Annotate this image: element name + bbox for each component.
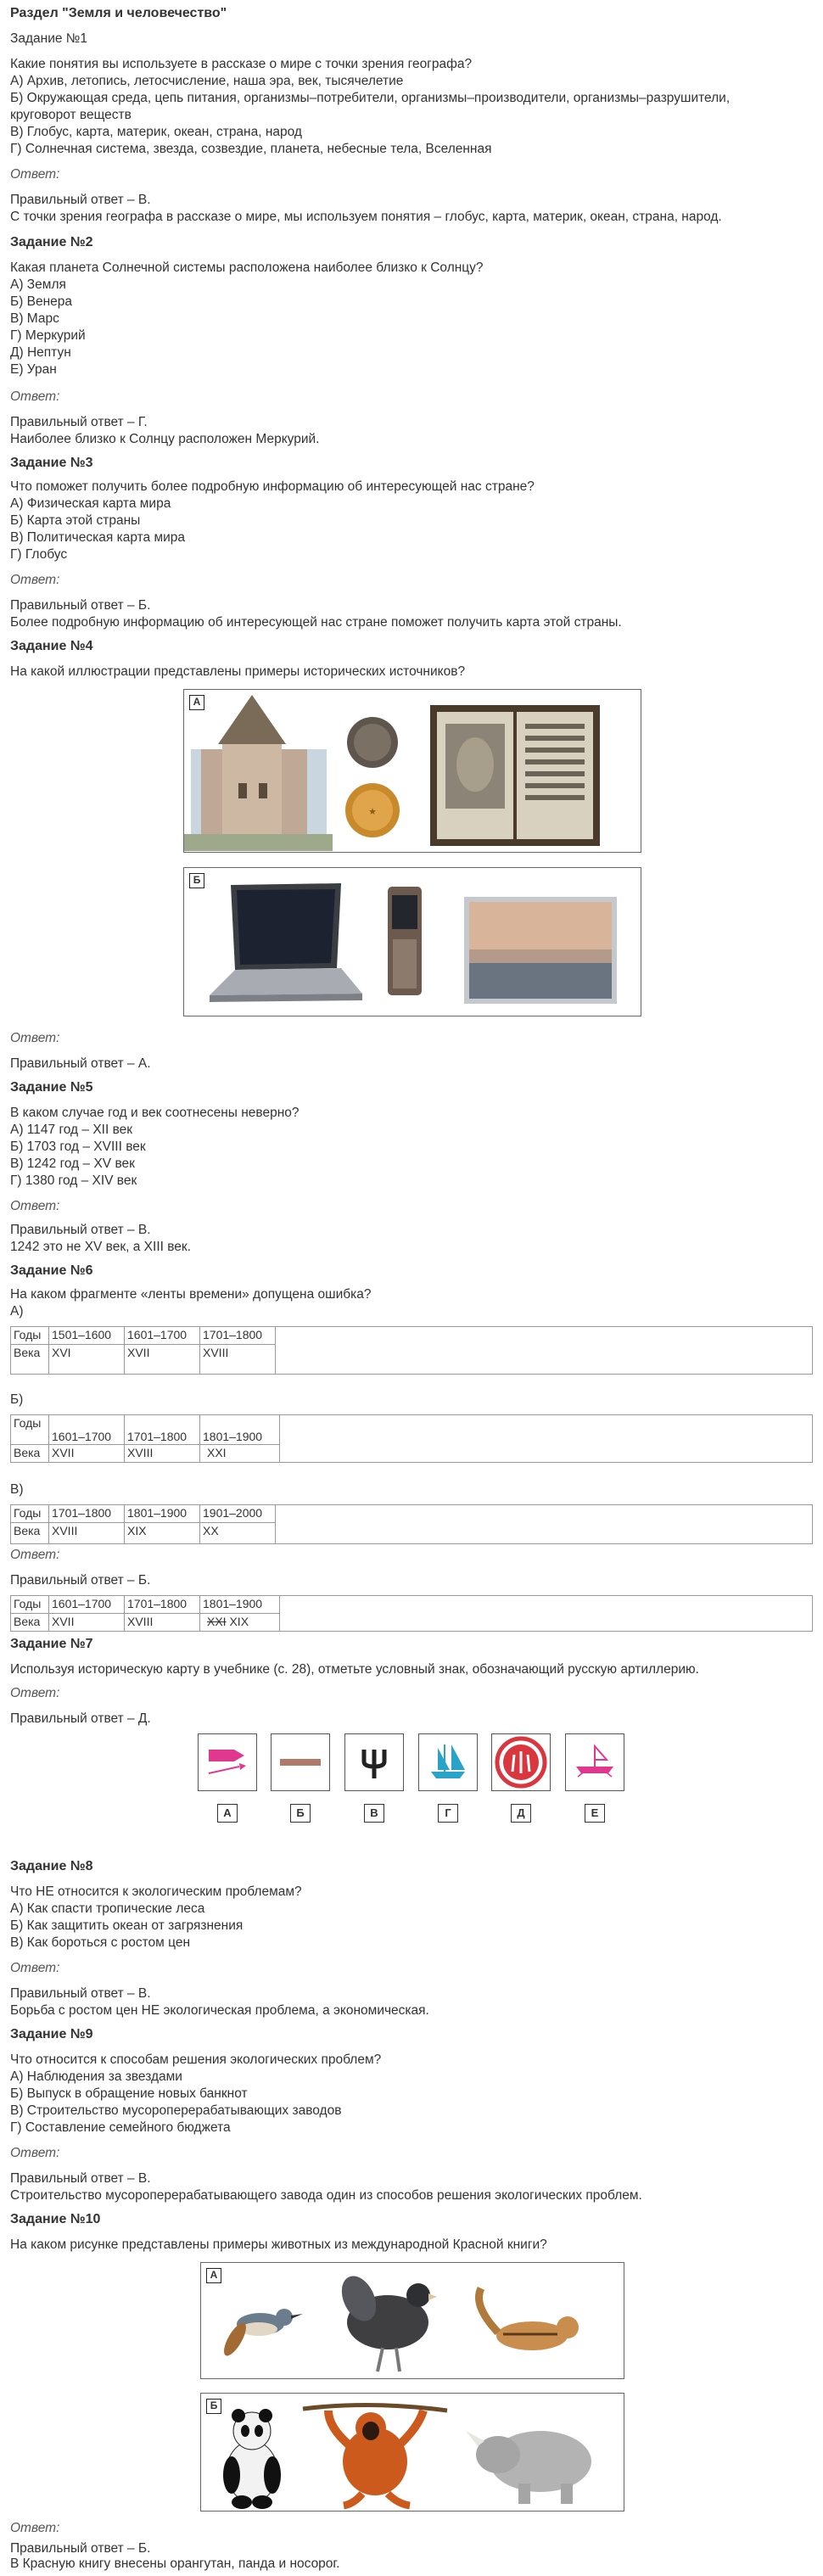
map-symbol-f <box>565 1733 624 1791</box>
answer-label: Ответ: <box>10 1199 60 1213</box>
table-cell: XVIII <box>125 1445 200 1463</box>
trident-icon <box>345 1734 403 1790</box>
timeline-table-b <box>10 1414 813 1463</box>
rhinoceros-image <box>466 2431 591 2504</box>
q9-title: Задание №9 <box>10 2027 93 2041</box>
q6-correct: Правильный ответ – Б. <box>10 1573 151 1588</box>
answer-label: Ответ: <box>10 1548 60 1562</box>
q6-question: На каком фрагменте «ленты времени» допущена ошибка? <box>10 1287 372 1302</box>
map-symbol-a <box>198 1733 257 1791</box>
q1-option: Г) Солнечная система, звезда, созвездие, планета, небесные тела, Вселенная <box>10 142 492 156</box>
map-symbol-b <box>271 1733 330 1791</box>
q2-option: В) Марс <box>10 311 59 326</box>
table-cell: XXI <box>200 1445 280 1463</box>
q10-explanation: В Красную книгу внесены орангутан, панда и носорог. <box>10 2556 340 2571</box>
row-label: Века <box>11 1445 49 1463</box>
table-cell: 1801–1900 <box>200 1415 280 1445</box>
galley-icon <box>566 1734 624 1790</box>
q8-option: Б) Как защитить океан от загрязнения <box>10 1918 244 1933</box>
row-label: Годы <box>11 1327 49 1345</box>
map-symbol-d <box>418 1733 478 1791</box>
table-cell: 1601–1700 <box>49 1596 125 1614</box>
q2-option: Б) Венера <box>10 294 73 309</box>
panel-label: А <box>189 695 204 710</box>
q1-option: А) Архив, летопись, летосчисление, наша эра, век, тысячелетие <box>10 74 404 88</box>
illustration-panel-b <box>183 867 641 1016</box>
q4-title: Задание №4 <box>10 639 93 653</box>
row-label: Годы <box>11 1415 49 1445</box>
answer-label: Ответ: <box>10 167 60 182</box>
q9-question: Что относится к способам решения экологических проблем? <box>10 2052 382 2067</box>
q1-option: круговорот веществ <box>10 108 132 122</box>
q5-option: Г) 1380 год – XIV век <box>10 1173 137 1188</box>
q1-option: В) Глобус, карта, материк, океан, страна, народ <box>10 125 302 139</box>
timeline-table-a <box>10 1326 813 1375</box>
fortress-tower-image <box>184 695 333 851</box>
q6-label-a: А) <box>10 1304 24 1319</box>
table-cell: XX <box>200 1523 276 1544</box>
russian-artillery-icon <box>492 1734 550 1790</box>
q9-option: Б) Выпуск в обращение новых банкнот <box>10 2086 248 2101</box>
map-symbol-e <box>491 1733 551 1791</box>
panda-image <box>223 2409 281 2509</box>
timeline-table-corrected <box>10 1595 813 1632</box>
q2-option: Е) Уран <box>10 362 57 377</box>
symbol-label: Е <box>585 1804 605 1823</box>
q10-title: Задание №10 <box>10 2212 101 2226</box>
q8-explanation: Борьба с ростом цен НЕ экологическая проблема, а экономическая. <box>10 2003 429 2018</box>
table-cell: 1701–1800 <box>125 1596 200 1614</box>
table-cell: XVII <box>49 1445 125 1463</box>
q2-title: Задание №2 <box>10 235 93 249</box>
symbol-label: Б <box>290 1804 311 1823</box>
q4-question: На какой иллюстрации представлены примеры исторических источников? <box>10 664 466 679</box>
table-cell: 1701–1800 <box>125 1415 200 1445</box>
table-cell: 1801–1900 <box>200 1596 280 1614</box>
table-cell: 1901–2000 <box>200 1505 276 1523</box>
table-cell: 1601–1700 <box>125 1327 200 1345</box>
table-cell: XVII <box>125 1345 200 1375</box>
q9-explanation: Строительство мусороперерабатывающего завода один из способов решения экологических проблем. <box>10 2188 642 2203</box>
q3-correct: Правильный ответ – Б. <box>10 598 151 613</box>
q9-option: А) Наблюдения за звездами <box>10 2069 182 2084</box>
table-cell: 1801–1900 <box>125 1505 200 1523</box>
table-cell: 1601–1700 <box>49 1415 125 1445</box>
table-cell-corrected <box>200 1614 280 1632</box>
q9-option: Г) Составление семейного бюджета <box>10 2120 231 2135</box>
old-book-image <box>430 705 600 846</box>
row-label: Годы <box>11 1505 49 1523</box>
q5-option: А) 1147 год – XII век <box>10 1123 133 1137</box>
modern-devices-illustration <box>184 868 641 1016</box>
q6-label-b: Б) <box>10 1392 24 1407</box>
q3-option: Г) Глобус <box>10 547 68 562</box>
q2-explanation: Наиболее близко к Солнцу расположен Меркурий. <box>10 432 320 446</box>
q6-title: Задание №6 <box>10 1263 93 1278</box>
television-image <box>464 897 617 1004</box>
q7-correct: Правильный ответ – Д. <box>10 1711 151 1726</box>
table-cell: XVIII <box>125 1614 200 1632</box>
answer-label: Ответ: <box>10 1961 60 1975</box>
q10-question: На каком рисунке представлены примеры животных из международной Красной книги? <box>10 2237 547 2252</box>
illustration-panel-b <box>200 2393 624 2512</box>
q3-question: Что поможет получить более подробную информацию об интересующей нас стране? <box>10 479 535 494</box>
table-cell: XVIII <box>200 1345 276 1375</box>
q1-question: Какие понятия вы используете в рассказе о мире с точки зрения географа? <box>10 57 473 71</box>
q3-option: А) Физическая карта мира <box>10 496 171 511</box>
row-label: Века <box>11 1523 49 1544</box>
magenta-arrows-icon <box>199 1734 256 1790</box>
q3-explanation: Более подробную информацию об интересующей нас стране поможет получить карта этой страны. <box>10 615 622 630</box>
q2-correct: Правильный ответ – Г. <box>10 415 148 429</box>
q1-title: Задание №1 <box>10 31 88 46</box>
answer-label: Ответ: <box>10 1031 60 1045</box>
capercaillie-image <box>335 2271 437 2372</box>
illustration-panel-a <box>200 2262 624 2379</box>
red-book-animals-illustration <box>201 2394 624 2511</box>
q8-question: Что НЕ относится к экологическим проблемам? <box>10 1884 302 1899</box>
symbol-label: В <box>364 1804 384 1823</box>
q5-title: Задание №5 <box>10 1080 93 1095</box>
q7-question: Используя историческую карту в учебнике (с. 28), отметьте условный знак, обозначающий русскую артиллерию. <box>10 1662 699 1677</box>
q6-label-c: В) <box>10 1482 24 1497</box>
sailing-ship-icon <box>419 1734 477 1790</box>
row-label: Годы <box>11 1596 49 1614</box>
fixed-value: XIX <box>229 1615 249 1628</box>
panel-label: Б <box>206 2399 221 2414</box>
panel-label: Б <box>189 873 204 888</box>
q10-correct: Правильный ответ – Б. <box>10 2541 151 2556</box>
coins-image <box>345 717 400 837</box>
panel-label: А <box>206 2268 221 2283</box>
symbol-label: А <box>217 1804 238 1823</box>
mobile-phone-image <box>388 887 422 995</box>
answer-label: Ответ: <box>10 2521 60 2535</box>
symbol-label: Д <box>511 1804 531 1823</box>
nuthatch-bird-image <box>220 2309 303 2359</box>
q5-explanation: 1242 это не XV век, а XIII век. <box>10 1240 192 1254</box>
q3-title: Задание №3 <box>10 456 93 470</box>
table-cell: XVIII <box>49 1523 125 1544</box>
common-animals-illustration <box>201 2263 624 2378</box>
illustration-panel-a <box>183 689 641 853</box>
q1-option: Б) Окружающая среда, цепь питания, организмы–потребители, организмы–производители, организмы–разрушители, <box>10 91 731 105</box>
q2-option: А) Земля <box>10 277 66 292</box>
timeline-table-c <box>10 1504 813 1544</box>
answer-label: Ответ: <box>10 573 60 587</box>
section-title: Раздел "Земля и человечество" <box>10 6 227 20</box>
q4-correct: Правильный ответ – А. <box>10 1056 151 1071</box>
row-label: Века <box>11 1614 49 1632</box>
q5-option: В) 1242 год – XV век <box>10 1156 135 1171</box>
q5-option: Б) 1703 год – XVIII век <box>10 1140 146 1154</box>
table-cell: 1701–1800 <box>200 1327 276 1345</box>
struck-value: XXI <box>207 1615 227 1628</box>
symbol-label: Г <box>438 1804 458 1823</box>
q2-option: Г) Меркурий <box>10 328 86 343</box>
q3-option: В) Политическая карта мира <box>10 530 186 545</box>
q2-question: Какая планета Солнечной системы расположена наиболее близко к Солнцу? <box>10 260 484 275</box>
q2-option: Д) Нептун <box>10 345 71 360</box>
answer-label: Ответ: <box>10 1686 60 1700</box>
q1-correct: Правильный ответ – В. <box>10 193 151 207</box>
q8-title: Задание №8 <box>10 1859 93 1873</box>
orangutan-image <box>303 2405 447 2506</box>
q1-explanation: С точки зрения географа в рассказе о мире, мы используем понятия – глобус, карта, материк, океан, страна, народ. <box>10 210 722 224</box>
q8-correct: Правильный ответ – В. <box>10 1986 151 2001</box>
laptop-image <box>210 883 362 1002</box>
svg-text:★: ★ <box>368 806 377 817</box>
q7-title: Задание №7 <box>10 1637 93 1651</box>
map-symbol-c <box>344 1733 404 1791</box>
table-cell: 1701–1800 <box>49 1505 125 1523</box>
answer-label: Ответ: <box>10 389 60 404</box>
historical-sources-illustration <box>184 690 641 852</box>
table-cell: XIX <box>125 1523 200 1544</box>
answer-label: Ответ: <box>10 2146 60 2160</box>
q3-option: Б) Карта этой страны <box>10 513 141 528</box>
table-cell: 1501–1600 <box>49 1327 125 1345</box>
q9-correct: Правильный ответ – В. <box>10 2171 151 2186</box>
q5-correct: Правильный ответ – В. <box>10 1223 151 1237</box>
q5-question: В каком случае год и век соотнесены неверно? <box>10 1106 300 1120</box>
q8-option: В) Как бороться с ростом цен <box>10 1935 191 1950</box>
table-cell: XVI <box>49 1345 125 1375</box>
row-label: Века <box>11 1345 49 1375</box>
q8-option: А) Как спасти тропические леса <box>10 1901 205 1916</box>
brown-bar-icon <box>272 1734 329 1790</box>
q9-option: В) Строительство мусороперерабатывающих заводов <box>10 2103 342 2118</box>
table-cell: XVII <box>49 1614 125 1632</box>
chipmunk-image <box>479 2288 579 2350</box>
